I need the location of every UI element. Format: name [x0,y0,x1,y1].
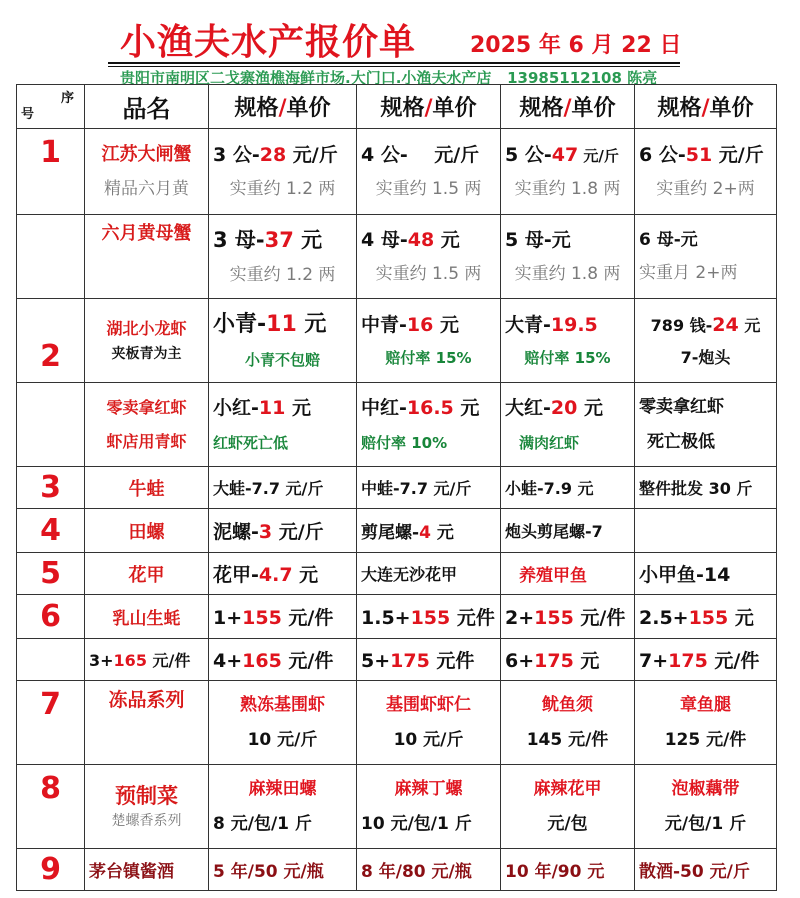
product-name-cell: 六月黄母蟹 [85,215,209,299]
product-name-cell: 牛蛙 [85,467,209,509]
row-number: 6 [17,595,85,639]
table-row [17,509,777,553]
price-cell: 小蛙-7.9 元 [501,467,635,509]
price-cell: 4 母-48 元 实重约 1.5 两 [357,215,501,299]
title-underline [108,62,680,64]
spec-header-2: 规格/单价 [357,85,501,129]
spec-header-1: 规格/单价 [209,85,357,129]
product-name-cell: 茅台镇酱酒 [85,849,209,891]
address: 贵阳市南明区二戈寨渔樵海鲜市场.大门口.小渔夫水产店 [120,69,492,87]
page-title: 小渔夫水产报价单 [120,22,417,63]
table-row [17,383,777,467]
product-name-cell: 湖北小龙虾 夹板青为主 [85,299,209,383]
name-header: 品名 [85,85,209,129]
row-number: 2 [17,299,85,383]
price-cell: 散酒-50 元/斤 [635,849,777,891]
price-cell: 熟冻基围虾 10 元/斤 [209,681,357,765]
product-name-cell: 乳山生蚝 [85,595,209,639]
table-row [17,553,777,595]
price-cell: 大红-20 元 满肉红虾 [501,383,635,467]
price-table [16,84,777,891]
row-number: 9 [17,849,85,891]
price-cell: 章鱼腿 125 元/件 [635,681,777,765]
row-number: 4 [17,509,85,553]
date: 2025 年 6 月 22 日 [470,33,682,58]
table-row [17,467,777,509]
product-name-cell: 花甲 [85,553,209,595]
price-cell: 炮头剪尾螺-7 [501,509,635,553]
price-cell: 5+175 元件 [357,639,501,681]
header-row [17,85,777,129]
price-cell: 6 母-元 实重月 2+两 [635,215,777,299]
price-cell: 3 公-28 元/斤 实重约 1.2 两 [209,129,357,215]
table-row [17,849,777,891]
spec-header-3: 规格/单价 [501,85,635,129]
price-cell: 6 公-51 元/斤 实重约 2+两 [635,129,777,215]
price-cell: 789 钱-24 元 7-炮头 [635,299,777,383]
product-name-cell: 田螺 [85,509,209,553]
table-row [17,765,777,849]
price-cell: 零卖拿红虾 死亡极低 [635,383,777,467]
phone-contact: 13985112108 陈亮 [507,69,658,87]
product-name-cell: 江苏大闸蟹 精品六月黄 [85,129,209,215]
spec-header-4: 规格/单价 [635,85,777,129]
price-cell: 麻辣田螺 8 元/包/1 斤 [209,765,357,849]
price-cell: 3 母-37 元 实重约 1.2 两 [209,215,357,299]
seq-header: 序 号 [17,85,85,129]
price-cell: 5 年/50 元/瓶 [209,849,357,891]
price-cell: 2.5+155 元 [635,595,777,639]
price-cell: 大青-19.5 赔付率 15% [501,299,635,383]
price-cell: 整件批发 30 斤 [635,467,777,509]
price-cell: 基围虾虾仁 10 元/斤 [357,681,501,765]
table-row [17,215,777,299]
price-cell: 1+155 元/件 [209,595,357,639]
price-cell: 5 公-47 元/斤 实重约 1.8 两 [501,129,635,215]
price-cell: 中红-16.5 元 赔付率 10% [357,383,501,467]
row-number: 1 [17,129,85,215]
row-number: 7 [17,681,85,765]
price-cell: 10 年/90 元 [501,849,635,891]
product-name-cell: 预制菜 楚螺香系列 [85,765,209,849]
price-cell: 4+165 元/件 [209,639,357,681]
price-cell: 泡椒藕带 元/包/1 斤 [635,765,777,849]
price-cell: 泥螺-3 元/斤 [209,509,357,553]
price-cell: 麻辣丁螺 10 元/包/1 斤 [357,765,501,849]
table-row [17,129,777,215]
row-number: 3 [17,467,85,509]
price-cell: 6+175 元 [501,639,635,681]
row-number-empty [17,383,85,467]
price-cell: 7+175 元/件 [635,639,777,681]
price-cell: 5 母-元 实重约 1.8 两 [501,215,635,299]
price-cell: 剪尾螺-4 元 [357,509,501,553]
price-cell: 中蛙-7.7 元/斤 [357,467,501,509]
price-cell: 小红-11 元 红虾死亡低 [209,383,357,467]
table-row [17,299,777,383]
price-cell: 中青-16 元 赔付率 15% [357,299,501,383]
price-cell: 大连无沙花甲 [357,553,501,595]
price-cell [635,509,777,553]
price-cell: 麻辣花甲 元/包 [501,765,635,849]
price-cell: 4 公- 元/斤 实重约 1.5 两 [357,129,501,215]
price-cell: 小甲鱼-14 [635,553,777,595]
price-cell: 3+165 元/件 [85,639,209,681]
product-name-cell: 零卖拿红虾 虾店用青虾 [85,383,209,467]
table-row [17,681,777,765]
price-cell: 2+155 元/件 [501,595,635,639]
price-cell: 大蛙-7.7 元/斤 [209,467,357,509]
price-cell: 花甲-4.7 元 [209,553,357,595]
price-cell: 小青-11 元 小青不包赔 [209,299,357,383]
price-cell: 养殖甲鱼 [501,553,635,595]
price-cell: 鱿鱼须 145 元/件 [501,681,635,765]
table-row [17,639,777,681]
row-number-empty [17,639,85,681]
price-cell: 8 年/80 元/瓶 [357,849,501,891]
product-name-cell: 冻品系列 [85,681,209,765]
table-row [17,595,777,639]
row-number: 5 [17,553,85,595]
row-number: 8 [17,765,85,849]
price-cell: 1.5+155 元件 [357,595,501,639]
row-number-empty [17,215,85,299]
